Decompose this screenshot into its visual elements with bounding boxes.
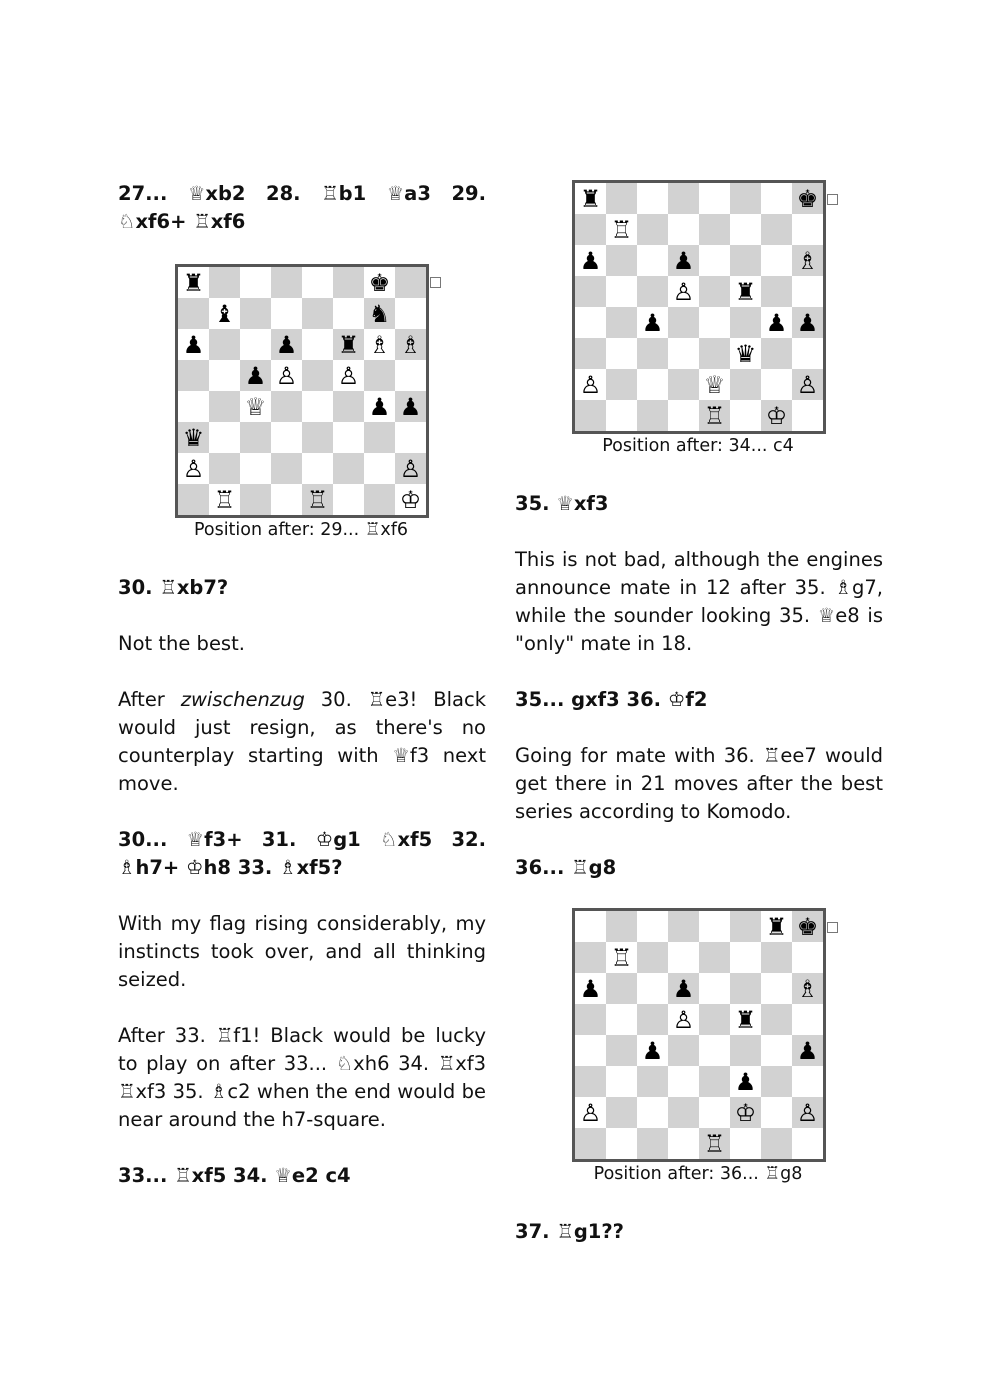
chess-square <box>575 1128 606 1159</box>
chess-square <box>699 1097 730 1128</box>
chess-square <box>606 973 637 1004</box>
chess-square <box>761 973 792 1004</box>
chess-piece-square: ♟ <box>668 973 699 1004</box>
chess-square <box>606 369 637 400</box>
chess-square <box>637 1128 668 1159</box>
chess-square <box>699 911 730 942</box>
chess-piece-square: ♟ <box>271 329 302 360</box>
chess-square <box>606 245 637 276</box>
comment-paragraph: After zwischenzug 30. ♖e3! Black would just resign, as there's no counterplay starting with ♕f3 next move. <box>118 688 486 795</box>
side-to-move-marker <box>827 194 838 205</box>
chess-square <box>178 391 209 422</box>
chess-square <box>761 183 792 214</box>
chess-square <box>333 422 364 453</box>
chess-square <box>637 245 668 276</box>
chess-square <box>668 1097 699 1128</box>
chess-piece-square: ♙ <box>271 360 302 391</box>
chess-piece-square: ♕ <box>699 369 730 400</box>
chess-piece-square: ♜ <box>575 183 606 214</box>
chess-square <box>178 484 209 515</box>
chess-square <box>730 245 761 276</box>
chess-square <box>761 942 792 973</box>
chess-square <box>209 391 240 422</box>
chess-piece-square: ♔ <box>761 400 792 431</box>
chess-square <box>240 329 271 360</box>
chess-square <box>730 400 761 431</box>
chess-square <box>792 1004 823 1035</box>
chess-square <box>209 267 240 298</box>
chess-square <box>575 1004 606 1035</box>
chess-square <box>668 369 699 400</box>
chess-square <box>792 276 823 307</box>
chess-square <box>792 214 823 245</box>
chess-piece-square: ♟ <box>761 307 792 338</box>
chess-square <box>761 338 792 369</box>
chess-piece-square: ♗ <box>792 973 823 1004</box>
chess-square <box>302 329 333 360</box>
move-text-27: 27... ♕xb2 28. ♖b1 ♕a3 29. ♘xf6+ ♖xf6 <box>118 182 486 233</box>
chess-piece-square: ♖ <box>302 484 333 515</box>
chess-square <box>637 400 668 431</box>
chess-square <box>792 1066 823 1097</box>
chess-piece-square: ♙ <box>575 369 606 400</box>
chess-square <box>792 400 823 431</box>
chess-square <box>761 369 792 400</box>
side-to-move-marker <box>430 277 441 288</box>
chess-square <box>395 298 426 329</box>
chess-square <box>575 338 606 369</box>
chess-square <box>606 1097 637 1128</box>
chess-square <box>761 1128 792 1159</box>
chess-piece-square: ♛ <box>178 422 209 453</box>
chess-square <box>761 276 792 307</box>
chess-piece-square: ♟ <box>395 391 426 422</box>
chess-piece-square: ♞ <box>364 298 395 329</box>
chess-square <box>761 245 792 276</box>
chess-square <box>637 276 668 307</box>
chess-square <box>606 1066 637 1097</box>
chess-square <box>178 360 209 391</box>
chess-square <box>271 453 302 484</box>
chess-piece-square: ♖ <box>699 1128 730 1159</box>
chess-square <box>575 276 606 307</box>
chess-square <box>575 911 606 942</box>
chess-square <box>209 360 240 391</box>
chess-square <box>730 973 761 1004</box>
chess-square <box>668 1128 699 1159</box>
chess-square <box>637 1097 668 1128</box>
chess-square <box>637 973 668 1004</box>
chess-square <box>271 391 302 422</box>
chess-square <box>209 453 240 484</box>
move-text-30-black: 30... ♕f3+ 31. ♔g1 ♘xf5 32. ♗h7+ ♔h8 33. ♗xf5? <box>118 828 486 879</box>
chess-square <box>637 369 668 400</box>
chess-piece-square: ♜ <box>333 329 364 360</box>
chess-square <box>637 214 668 245</box>
chess-square <box>606 183 637 214</box>
chess-square <box>333 267 364 298</box>
chess-square <box>333 298 364 329</box>
chess-piece-square: ♚ <box>364 267 395 298</box>
chess-square <box>668 307 699 338</box>
chess-square <box>178 298 209 329</box>
chess-square <box>637 942 668 973</box>
chess-square <box>730 183 761 214</box>
chess-piece-square: ♖ <box>209 484 240 515</box>
chess-square <box>271 298 302 329</box>
chess-piece-square: ♙ <box>792 369 823 400</box>
chessboard <box>572 180 826 434</box>
chess-square <box>699 1066 730 1097</box>
comment-paragraph: After 33. ♖f1! Black would be lucky to play on after 33... ♘xh6 34. ♖xf3 ♖xf3 35. ♗c2 when the end would be near around the h7-square. <box>118 1024 486 1131</box>
chess-square <box>271 484 302 515</box>
chess-piece-square: ♔ <box>395 484 426 515</box>
chess-square <box>699 214 730 245</box>
chess-square <box>606 911 637 942</box>
chess-square <box>364 360 395 391</box>
chess-diagram-2 <box>572 180 826 434</box>
chess-diagram-1 <box>175 264 429 518</box>
chess-diagram-3 <box>572 908 826 1162</box>
chess-square <box>606 276 637 307</box>
chess-piece-square: ♜ <box>730 276 761 307</box>
comment-paragraph: Not the best. <box>118 632 245 655</box>
chess-square <box>240 267 271 298</box>
chess-square <box>606 307 637 338</box>
chess-square <box>668 214 699 245</box>
chess-piece-square: ♕ <box>240 391 271 422</box>
chess-piece-square: ♜ <box>730 1004 761 1035</box>
chess-piece-square: ♙ <box>395 453 426 484</box>
chess-piece-square: ♝ <box>209 298 240 329</box>
diagram-caption: Position after: 36... ♖g8 <box>593 1164 803 1184</box>
chess-square <box>606 1035 637 1066</box>
chess-piece-square: ♟ <box>364 391 395 422</box>
chess-square <box>637 1004 668 1035</box>
chess-square <box>637 338 668 369</box>
chess-square <box>637 183 668 214</box>
chess-square <box>699 338 730 369</box>
move-text-35: 35. ♕xf3 <box>515 492 609 515</box>
chess-square <box>333 453 364 484</box>
chess-square <box>699 942 730 973</box>
chess-square <box>761 1004 792 1035</box>
chess-square <box>575 942 606 973</box>
chess-square <box>668 400 699 431</box>
chess-piece-square: ♗ <box>395 329 426 360</box>
chess-piece-square: ♗ <box>792 245 823 276</box>
chess-square <box>240 422 271 453</box>
chess-square <box>730 307 761 338</box>
chessboard <box>175 264 429 518</box>
chess-square <box>730 214 761 245</box>
chess-square <box>730 911 761 942</box>
chess-piece-square: ♙ <box>178 453 209 484</box>
chess-piece-square: ♟ <box>575 973 606 1004</box>
chess-piece-square: ♖ <box>699 400 730 431</box>
chess-square <box>761 1035 792 1066</box>
side-to-move-marker <box>827 922 838 933</box>
chess-piece-square: ♙ <box>792 1097 823 1128</box>
chess-square <box>792 942 823 973</box>
chess-piece-square: ♙ <box>668 276 699 307</box>
chess-square <box>699 973 730 1004</box>
chess-square <box>395 360 426 391</box>
chess-piece-square: ♖ <box>606 942 637 973</box>
chess-piece-square: ♟ <box>240 360 271 391</box>
chess-square <box>302 267 333 298</box>
chess-piece-square: ♜ <box>761 911 792 942</box>
chessboard <box>572 908 826 1162</box>
chess-square <box>699 307 730 338</box>
chess-piece-square: ♟ <box>637 1035 668 1066</box>
chess-square <box>730 1128 761 1159</box>
chess-square <box>730 1035 761 1066</box>
comment-paragraph: This is not bad, although the engines announce mate in 12 after 35. ♗g7, while the sounder looking 35. ♕e8 is "only" mate in 18. <box>515 548 883 655</box>
comment-paragraph: Going for mate with 36. ♖ee7 would get there in 21 moves after the best series according to Komodo. <box>515 744 883 823</box>
chess-square <box>364 453 395 484</box>
chess-square <box>209 422 240 453</box>
chess-square <box>699 1004 730 1035</box>
chess-square <box>575 214 606 245</box>
chess-square <box>302 298 333 329</box>
chess-piece-square: ♟ <box>575 245 606 276</box>
move-text-33: 33... ♖xf5 34. ♕e2 c4 <box>118 1164 351 1187</box>
chess-square <box>606 338 637 369</box>
move-text-36: 36... ♖g8 <box>515 856 617 879</box>
chess-square <box>575 1066 606 1097</box>
chess-square <box>668 1066 699 1097</box>
move-text-30: 30. ♖xb7? <box>118 576 229 599</box>
chess-square <box>575 307 606 338</box>
chess-piece-square: ♟ <box>637 307 668 338</box>
diagram-caption: Position after: 34... c4 <box>602 436 794 456</box>
chess-square <box>730 369 761 400</box>
chess-square <box>333 484 364 515</box>
diagram-caption: Position after: 29... ♖xf6 <box>193 520 409 540</box>
chess-square <box>271 267 302 298</box>
chess-square <box>606 400 637 431</box>
chess-square <box>240 453 271 484</box>
chess-square <box>668 911 699 942</box>
chess-square <box>240 298 271 329</box>
chess-square <box>395 422 426 453</box>
chess-piece-square: ♛ <box>730 338 761 369</box>
chess-square <box>575 400 606 431</box>
chess-piece-square: ♜ <box>178 267 209 298</box>
chess-piece-square: ♟ <box>792 1035 823 1066</box>
chess-square <box>761 1097 792 1128</box>
chess-square <box>699 183 730 214</box>
move-text-35-black: 35... gxf3 36. ♔f2 <box>515 688 708 711</box>
chess-square <box>606 1128 637 1159</box>
chess-piece-square: ♟ <box>668 245 699 276</box>
chess-piece-square: ♔ <box>730 1097 761 1128</box>
chess-square <box>302 360 333 391</box>
chess-square <box>637 1066 668 1097</box>
chess-square <box>575 1035 606 1066</box>
chess-piece-square: ♟ <box>730 1066 761 1097</box>
chess-piece-square: ♚ <box>792 911 823 942</box>
chess-square <box>761 214 792 245</box>
chess-square <box>302 453 333 484</box>
move-text-37: 37. ♖g1?? <box>515 1220 624 1243</box>
comment-paragraph: With my flag rising considerably, my instincts took over, and all thinking seized. <box>118 912 486 991</box>
chess-piece-square: ♙ <box>668 1004 699 1035</box>
chess-square <box>668 183 699 214</box>
chess-square <box>364 484 395 515</box>
chess-piece-square: ♙ <box>575 1097 606 1128</box>
chess-square <box>302 422 333 453</box>
chess-square <box>792 338 823 369</box>
chess-square <box>333 391 364 422</box>
chess-square <box>364 422 395 453</box>
chess-square <box>699 245 730 276</box>
chess-square <box>699 1035 730 1066</box>
chess-square <box>302 391 333 422</box>
chess-square <box>395 267 426 298</box>
chess-square <box>668 1035 699 1066</box>
chess-square <box>240 484 271 515</box>
chess-square <box>637 911 668 942</box>
chess-square <box>271 422 302 453</box>
chess-square <box>209 329 240 360</box>
chess-piece-square: ♟ <box>792 307 823 338</box>
chess-square <box>668 942 699 973</box>
chess-square <box>792 1128 823 1159</box>
chess-piece-square: ♙ <box>333 360 364 391</box>
chess-piece-square: ♟ <box>178 329 209 360</box>
chess-square <box>606 1004 637 1035</box>
chess-piece-square: ♚ <box>792 183 823 214</box>
chess-square <box>730 942 761 973</box>
chess-square <box>761 1066 792 1097</box>
chess-square <box>699 276 730 307</box>
chess-square <box>668 338 699 369</box>
chess-piece-square: ♖ <box>606 214 637 245</box>
chess-piece-square: ♗ <box>364 329 395 360</box>
